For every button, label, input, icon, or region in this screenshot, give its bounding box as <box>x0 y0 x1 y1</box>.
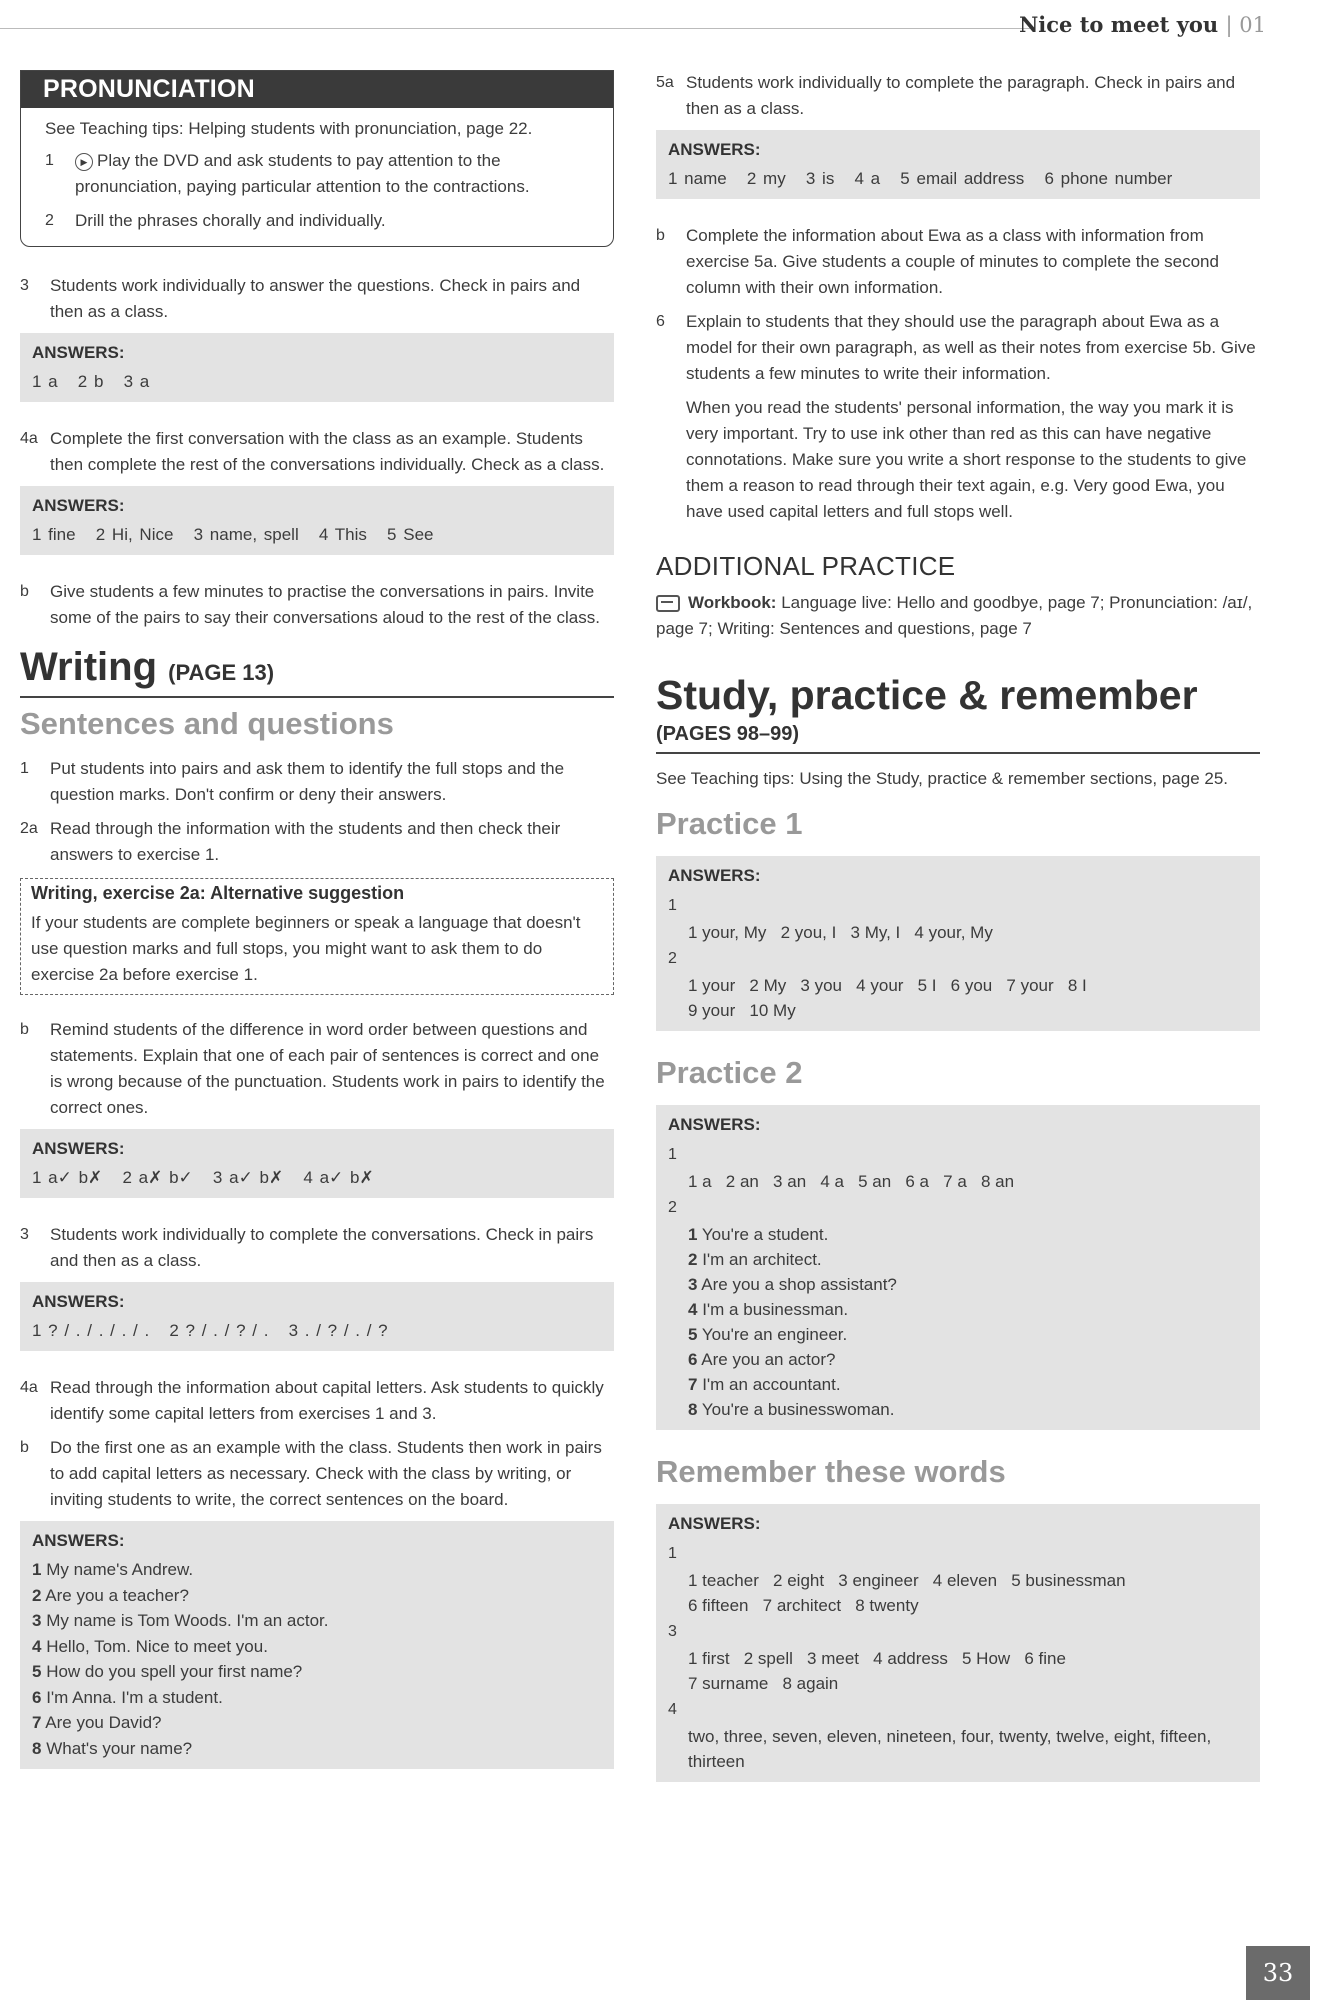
list-item <box>688 1247 1248 1272</box>
list-item <box>688 1297 1248 1322</box>
answers-label: ANSWERS: <box>32 1531 125 1550</box>
answers-box-remember-words <box>656 1504 1260 1782</box>
answers-line: 1 your 2 My 3 you 4 your 5 I 6 you 7 your 8 I <box>688 976 1087 995</box>
answer-group-number: 1 <box>668 1146 677 1163</box>
workbook-label: Workbook: <box>688 593 777 612</box>
item-number: 4 <box>688 1300 698 1319</box>
item-number: 3 <box>20 1226 29 1243</box>
study-tip: See Teaching tips: Using the Study, practice & remember sections, page 25. <box>656 769 1229 788</box>
alternative-suggestion-title: Writing, exercise 2a: Alternative suggestion <box>31 883 405 903</box>
play-icon: ▶ <box>75 153 93 171</box>
writing-subhead: Sentences and questions <box>20 706 394 741</box>
answers-list <box>32 1557 602 1761</box>
item-text: I'm a businessman. <box>702 1300 849 1319</box>
answers-label: ANSWERS: <box>32 496 125 515</box>
item-text: My name is Tom Woods. I'm an actor. <box>46 1611 329 1630</box>
answer-group-number: 2 <box>668 1199 677 1216</box>
item-number: 5a <box>656 74 674 91</box>
answers-line: 1 name 2 my 3 is 4 a 5 email address 6 phone number <box>668 169 1173 188</box>
study-title: Study, practice & remember <box>656 672 1198 718</box>
item-number: b <box>20 583 29 600</box>
item-number: 6 <box>688 1350 698 1369</box>
running-head <box>1019 12 1266 37</box>
answers-line: 1 teacher 2 eight 3 engineer 4 eleven 5 businessman <box>688 1571 1126 1590</box>
writing-title <box>20 645 614 690</box>
writing-page-ref: (PAGE 13) <box>168 660 275 685</box>
item-number: 8 <box>688 1400 698 1419</box>
item-text: Are you a teacher? <box>45 1585 189 1605</box>
exercise-5b <box>656 223 1260 301</box>
answers-label: ANSWERS: <box>668 866 761 885</box>
item-number: 5 <box>688 1325 698 1344</box>
answers-label: ANSWERS: <box>32 1139 125 1158</box>
item-number: 7 <box>32 1713 42 1732</box>
answers-line: 1 fine 2 Hi, Nice 3 name, spell 4 This 5 See <box>32 525 434 544</box>
item-text: Are you a shop assistant? <box>701 1275 897 1294</box>
item-text: Students work individually to answer the questions. Check in pairs and then as a class. <box>50 276 581 321</box>
answers-list <box>668 1222 1248 1422</box>
item-number: 3 <box>20 277 29 294</box>
item-text: Read through the information with the students and then check their answers to exercise 1. <box>50 819 561 864</box>
pronunciation-item-1 <box>45 148 589 200</box>
list-item <box>32 1685 602 1711</box>
left-column <box>20 70 614 1793</box>
item-number: 6 <box>32 1687 42 1707</box>
list-item <box>32 1608 602 1634</box>
writing-exercise-1 <box>20 756 614 808</box>
exercise-4a <box>20 426 614 478</box>
item-text: Are you an actor? <box>701 1350 836 1369</box>
item-text: Remind students of the difference in word order between questions and statements. Explain that one of each pair of sentences is correct and one is wrong because of the punctuation. Students work in pairs to identify the correct ones. <box>50 1020 605 1117</box>
writing-exercise-2b <box>20 1017 614 1121</box>
answers-label: ANSWERS: <box>668 140 761 159</box>
answer-group-number: 1 <box>668 1545 677 1562</box>
list-item <box>32 1634 602 1660</box>
additional-practice-title: ADDITIONAL PRACTICE <box>656 551 956 581</box>
answer-group-number: 3 <box>668 1623 677 1640</box>
item-number: 1 <box>32 1560 42 1579</box>
workbook-refs: Language live: Hello and goodbye, page 7; Pronunciation: /aɪ/, page 7; Writing: Sentences and questions, page 7 <box>656 593 1253 638</box>
item-text: Explain to students that they should use the paragraph about Ewa as a model for their own paragraph, as well as their notes from exercise 5b. Give students a few minutes to write their information. <box>686 312 1256 383</box>
answers-line: 1 ? / . / . / . / . 2 ? / . / ? / . 3 . / ? / . / ? <box>32 1321 388 1340</box>
list-item <box>32 1710 602 1736</box>
answers-line: 6 fifteen 7 architect 8 twenty <box>688 1596 919 1615</box>
item-text: You're a student. <box>701 1225 829 1244</box>
item-text: Hello, Tom. Nice to meet you. <box>46 1636 268 1656</box>
item-text: Do the first one as an example with the class. Students then work in pairs to add capital letters as necessary. Check with the class by writing, or inviting students to write, the correct sentences on the board. <box>50 1438 602 1509</box>
item-number: 3 <box>32 1611 42 1630</box>
item-number: 3 <box>688 1275 698 1294</box>
item-text: Drill the phrases chorally and individually. <box>75 211 386 230</box>
item-number: 1 <box>45 152 54 169</box>
item-text: I'm Anna. I'm a student. <box>46 1687 223 1707</box>
answer-group-number: 1 <box>668 897 677 914</box>
answers-box-3 <box>20 333 614 402</box>
item-text: Play the DVD and ask students to pay attention to the pronunciation, paying particular attention to the contractions. <box>75 151 530 196</box>
answers-box-practice-1 <box>656 856 1260 1031</box>
answers-line: 1 a✓ b✗ 2 a✗ b✓ 3 a✓ b✗ 4 a✓ b✗ <box>32 1168 374 1187</box>
exercise-3 <box>20 273 614 325</box>
exercise-5a <box>656 70 1260 122</box>
item-text: You're a businesswoman. <box>701 1400 895 1419</box>
right-column <box>656 70 1260 1806</box>
list-item <box>688 1222 1248 1247</box>
alternative-suggestion-box <box>20 878 614 995</box>
item-text: You're an engineer. <box>701 1325 848 1344</box>
item-text: Give students a few minutes to practise the conversations in pairs. Invite some of the pairs to say their conversations aloud to the rest of the class. <box>50 582 600 627</box>
answers-line: 1 a 2 b 3 a <box>32 372 150 391</box>
item-text: Read through the information about capital letters. Ask students to quickly identify some capital letters from exercises 1 and 3. <box>50 1378 604 1423</box>
item-number: 8 <box>32 1738 42 1758</box>
answer-group-number: 2 <box>668 950 677 967</box>
answers-line: two, three, seven, eleven, nineteen, four, twenty, twelve, eight, fifteen, thirteen <box>688 1727 1212 1771</box>
answers-box-4a <box>20 486 614 555</box>
answers-label: ANSWERS: <box>668 1514 761 1533</box>
list-item <box>688 1397 1248 1422</box>
pronunciation-heading: PRONUNCIATION <box>21 71 613 108</box>
page-number: 33 <box>1246 1946 1310 2000</box>
section-rule <box>20 696 614 698</box>
list-item <box>688 1372 1248 1397</box>
writing-exercise-3 <box>20 1222 614 1274</box>
writing-title-text: Writing <box>20 645 158 689</box>
running-head-title: Nice to meet you <box>1019 12 1219 37</box>
answers-label: ANSWERS: <box>668 1115 761 1134</box>
list-item <box>32 1659 602 1685</box>
exercise-4b <box>20 579 614 631</box>
item-text: My name's Andrew. <box>46 1560 194 1579</box>
writing-exercise-4a <box>20 1375 614 1427</box>
list-item <box>688 1347 1248 1372</box>
item-text: When you read the students' personal information, the way you mark it is very important. Try to use ink other than red as this can have negative connotations. Make sure you write a short response to the students to give them a reason to read through their text again, e.g. Very good Ewa, you have used capital letters and full stops well. <box>686 398 1247 521</box>
practice-1-heading: Practice 1 <box>656 806 803 841</box>
item-number: 2 <box>688 1250 698 1269</box>
item-number: 4a <box>20 430 38 447</box>
item-number: 2 <box>32 1585 42 1605</box>
exercise-6-note <box>656 395 1260 525</box>
answers-box-w3 <box>20 1282 614 1351</box>
study-pages: (PAGES 98–99) <box>656 723 800 745</box>
answers-label: ANSWERS: <box>32 343 125 362</box>
list-item <box>32 1557 602 1583</box>
item-text: Students work individually to complete the conversations. Check in pairs and then as a class. <box>50 1225 594 1270</box>
list-item <box>688 1272 1248 1297</box>
remember-words-heading: Remember these words <box>656 1454 1006 1489</box>
item-number: 2a <box>20 820 38 837</box>
list-item <box>688 1322 1248 1347</box>
item-number: 4a <box>20 1379 38 1396</box>
writing-exercise-2a <box>20 816 614 868</box>
writing-exercise-4b <box>20 1435 614 1513</box>
answers-line: 1 your, My 2 you, I 3 My, I 4 your, My <box>688 923 993 942</box>
answers-box-practice-2 <box>656 1105 1260 1430</box>
alternative-suggestion-text: If your students are complete beginners or speak a language that doesn't use question marks and full stops, you might want to ask them to do exercise 2a before exercise 1. <box>31 913 581 984</box>
answers-box-w4 <box>20 1521 614 1769</box>
item-text: I'm an architect. <box>702 1250 822 1269</box>
exercise-6 <box>656 309 1260 387</box>
answers-line: 1 first 2 spell 3 meet 4 address 5 How 6 fine <box>688 1649 1066 1668</box>
pronunciation-box <box>20 70 614 247</box>
additional-practice-text <box>656 590 1260 642</box>
item-text: How do you spell your first name? <box>46 1662 303 1681</box>
practice-2-heading: Practice 2 <box>656 1055 803 1090</box>
answers-box-2b <box>20 1129 614 1198</box>
item-number: 6 <box>656 313 665 330</box>
item-number: 1 <box>688 1225 698 1244</box>
unit-number-value: 01 <box>1239 13 1266 37</box>
unit-number: | 01 <box>1225 13 1266 37</box>
answers-line: 9 your 10 My <box>688 1001 796 1020</box>
list-item <box>32 1736 602 1762</box>
item-text: Complete the first conversation with the class as an example. Students then complete the rest of the conversations individually. Check as a class. <box>50 429 605 474</box>
answers-box-5a <box>656 130 1260 199</box>
header-rule <box>0 28 1030 29</box>
pronunciation-item-2 <box>45 208 589 234</box>
item-text: Complete the information about Ewa as a class with information from exercise 5a. Give students a couple of minutes to complete the second column with their own information. <box>686 226 1219 297</box>
workbook-icon <box>656 595 680 612</box>
item-text: I'm an accountant. <box>702 1375 841 1394</box>
item-number: b <box>656 227 665 244</box>
item-text: What's your name? <box>46 1738 193 1758</box>
item-number: b <box>20 1439 29 1456</box>
item-number: 4 <box>32 1636 42 1656</box>
answer-group-number: 4 <box>668 1701 677 1718</box>
answers-line: 7 surname 8 again <box>688 1674 839 1693</box>
item-text: Students work individually to complete the paragraph. Check in pairs and then as a class. <box>686 73 1236 118</box>
answers-line: 1 a 2 an 3 an 4 a 5 an 6 a 7 a 8 an <box>688 1172 1015 1191</box>
item-number: b <box>20 1021 29 1038</box>
item-number: 2 <box>45 212 54 229</box>
item-text: Put students into pairs and ask them to identify the full stops and the question marks. Don't confirm or deny their answers. <box>50 759 565 804</box>
list-item <box>32 1583 602 1609</box>
answers-label: ANSWERS: <box>32 1292 125 1311</box>
section-rule <box>656 752 1260 754</box>
pronunciation-tip: See Teaching tips: Helping students with pronunciation, page 22. <box>45 119 533 138</box>
item-number: 7 <box>688 1375 698 1394</box>
item-text: Are you David? <box>45 1713 162 1732</box>
item-number: 5 <box>32 1662 42 1681</box>
item-number: 1 <box>20 760 29 777</box>
